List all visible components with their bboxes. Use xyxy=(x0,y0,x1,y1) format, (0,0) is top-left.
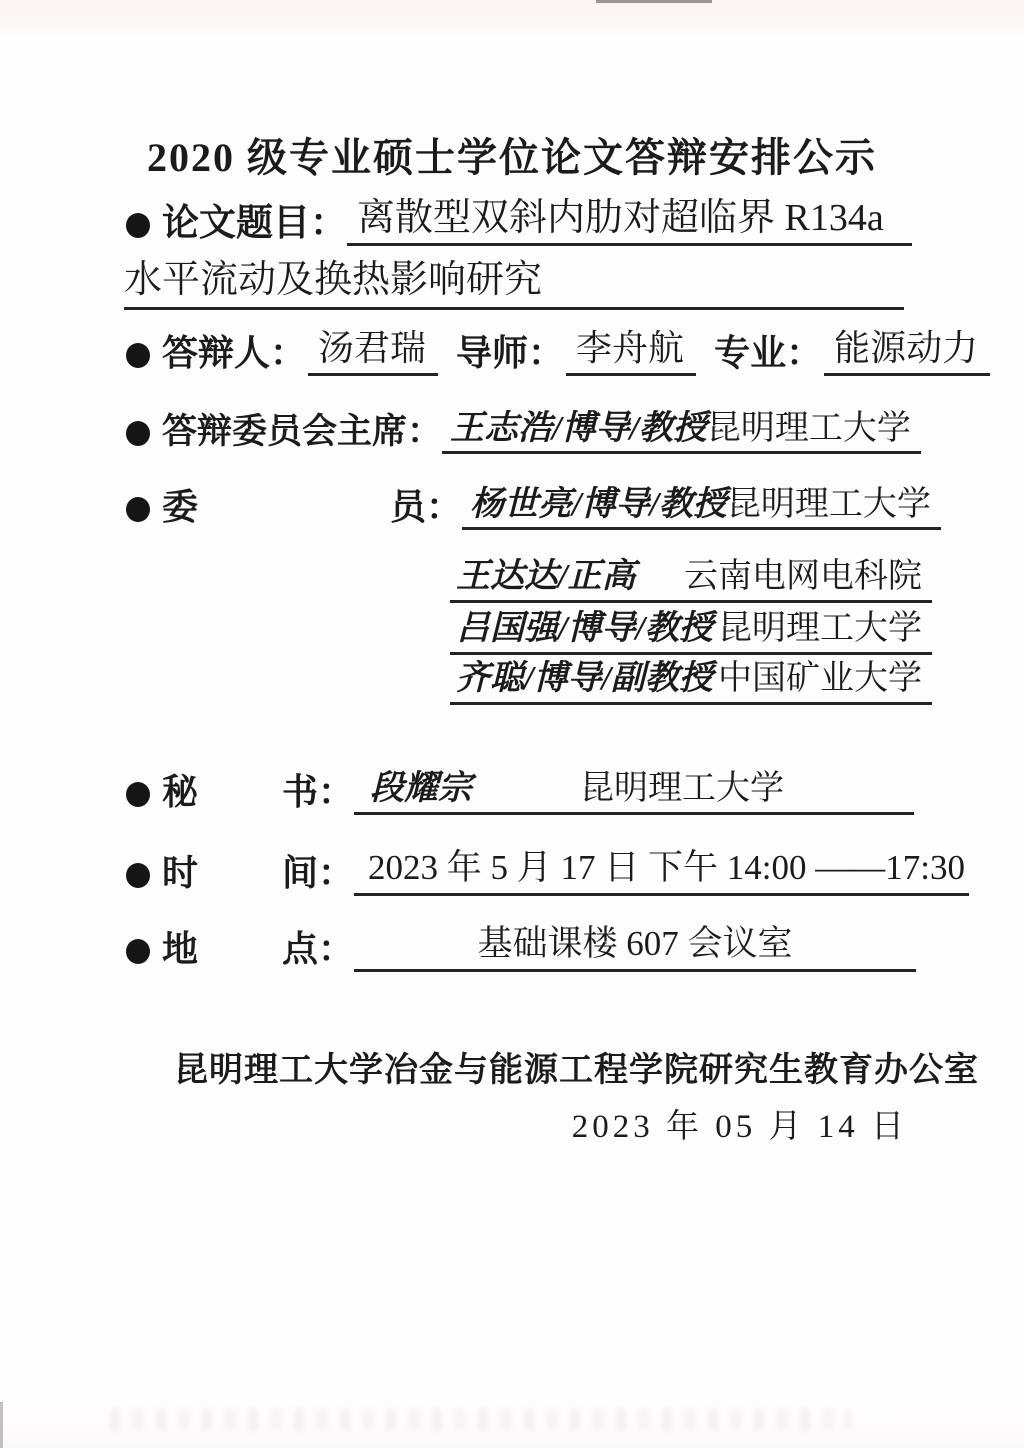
chair-value xyxy=(442,400,921,454)
committee-label-right: 员： xyxy=(389,487,462,527)
thesis-title-row xyxy=(126,186,912,246)
venue-label-left: 地 xyxy=(162,929,199,969)
time-label-right: 间： xyxy=(281,853,354,893)
bullet-icon xyxy=(126,782,150,807)
chair-row xyxy=(126,400,916,454)
member-name: 杨世亮/博导/教授 xyxy=(470,486,727,523)
secretary-value xyxy=(354,760,914,815)
chair-name: 王志浩/博导/教授 xyxy=(450,410,707,447)
member-name: 吕国强/博导/教授 xyxy=(456,610,713,647)
bullet-icon xyxy=(126,497,150,522)
secretary-label xyxy=(162,764,354,815)
member-institution: 中国矿业大学 xyxy=(718,660,922,697)
secretary-institution: 昆明理工大学 xyxy=(580,770,784,807)
chair-label: 答辩委员会主席： xyxy=(162,412,443,451)
member-name: 齐聪/博导/副教授 xyxy=(456,660,713,697)
supervisor-label: 导师： xyxy=(456,333,565,373)
secretary-label-left: 秘 xyxy=(162,772,199,812)
scan-artifact-bleedthrough xyxy=(110,1408,850,1430)
time-value: 2023 年 5 月 17 日 下午 14:00 ——17:30 xyxy=(354,840,969,896)
member-institution: 昆明理工大学 xyxy=(726,486,931,523)
member-institution: 昆明理工大学 xyxy=(718,610,922,647)
committee-label-left: 委 xyxy=(162,487,199,527)
scan-artifact-top-line xyxy=(596,0,712,3)
defender-name: 汤君瑞 xyxy=(308,320,438,376)
committee-member-4 xyxy=(450,650,932,705)
major-value: 能源动力 xyxy=(824,320,990,376)
venue-row xyxy=(126,916,916,972)
major-label: 专业： xyxy=(714,333,823,373)
venue-label xyxy=(162,921,354,972)
bullet-icon xyxy=(126,213,150,238)
secretary-row xyxy=(126,760,914,815)
scan-artifact-left-mark xyxy=(0,1402,3,1448)
committee-row xyxy=(126,476,931,530)
time-row xyxy=(126,840,965,896)
thesis-title-label: 论文题目： xyxy=(162,203,347,244)
bullet-icon xyxy=(126,343,150,368)
thesis-title-value-line2: 水平流动及换热影响研究 xyxy=(124,248,904,310)
committee-member-2 xyxy=(450,548,932,603)
secretary-name: 段耀宗 xyxy=(370,770,472,807)
bullet-icon xyxy=(126,939,150,964)
document-title: 2020 级专业硕士学位论文答辩安排公示 xyxy=(147,135,877,180)
bullet-icon xyxy=(126,863,150,888)
time-label-left: 时 xyxy=(162,853,199,893)
secretary-label-right: 书： xyxy=(281,772,354,812)
bullet-icon xyxy=(126,421,150,446)
time-label xyxy=(162,845,354,896)
committee-member-3 xyxy=(450,600,932,655)
venue-value: 基础课楼 607 会议室 xyxy=(354,916,916,972)
defender-label: 答辩人： xyxy=(162,333,307,373)
committee-label xyxy=(162,479,462,530)
footer-date: 2023 年 05 月 14 日 xyxy=(571,1109,908,1145)
venue-label-right: 点： xyxy=(281,929,354,969)
footer-office-name: 昆明理工大学冶金与能源工程学院研究生教育办公室 xyxy=(174,1052,979,1089)
supervisor-name: 李舟航 xyxy=(566,320,696,376)
committee-member-1 xyxy=(462,476,941,530)
thesis-title-value-line1: 离散型双斜内肋对超临界 R134a xyxy=(347,186,912,246)
defender-row xyxy=(126,320,979,376)
member-name: 王达达/正高 xyxy=(456,558,636,595)
member-institution: 云南电网电科院 xyxy=(684,558,922,595)
chair-institution: 昆明理工大学 xyxy=(706,410,911,447)
